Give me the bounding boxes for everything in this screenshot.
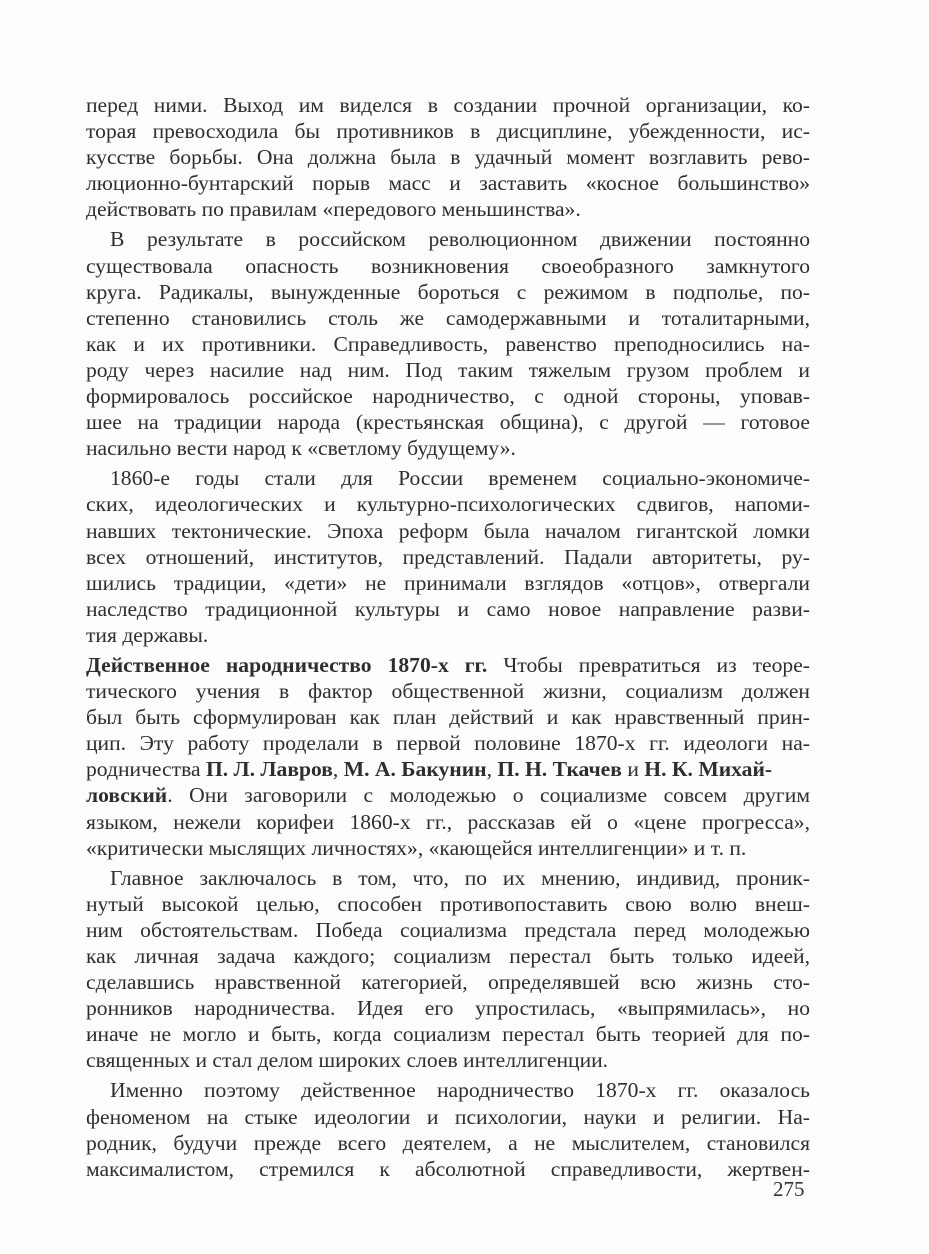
text-line [86, 170, 810, 196]
text-line [86, 279, 810, 305]
text-line [86, 704, 810, 730]
page-number: 275 [773, 1177, 805, 1201]
paragraph [86, 92, 810, 222]
text-run: перед ними. Выход им виделся в создании прочной организации, ко- [86, 93, 810, 117]
text-run: Именно поэтому действенное народничество 1870-х гг. оказалось [110, 1078, 810, 1103]
bold-text: Н. К. Михай- [644, 757, 773, 782]
text-run: цип. Эту работу проделали в первой половине 1870-х гг. идеологи на- [86, 731, 810, 756]
text-line [86, 1130, 810, 1156]
text-line [86, 1047, 810, 1073]
text-run: родник, будучи прежде всего деятелем, а не мыслителем, становился [86, 1130, 810, 1155]
paragraph [86, 652, 810, 861]
text-line [86, 1156, 810, 1182]
text-line [86, 809, 810, 835]
text-line [86, 465, 810, 491]
text-run: шее на традиции народа (крестьянская община), с другой — готовое [86, 410, 810, 435]
text-run: языком, нежели корифеи 1860-х гг., рассказав ей о «цене прогресса», [86, 809, 810, 834]
text-run: как и их противники. Справедливость, равенство преподносились на- [86, 331, 810, 356]
text-line [86, 118, 810, 144]
text-run: шились традиции, «дети» не принимали взглядов «отцов», отвергали [86, 570, 810, 595]
text-run: максималистом, стремился к абсолютной справедливости, жертвен- [86, 1156, 810, 1181]
text-line [86, 730, 810, 756]
paragraph [86, 465, 810, 648]
text-run: , [332, 757, 344, 782]
text-run: сделавшись нравственной категорией, определявшей всю жизнь сто- [86, 970, 810, 995]
text-line [86, 652, 810, 678]
bold-text: П. Н. Ткачев [497, 757, 622, 782]
paragraph [86, 226, 810, 461]
text-line [86, 969, 810, 995]
text-line [86, 253, 810, 279]
text-line [86, 570, 810, 596]
text-line [86, 891, 810, 917]
text-run: нутый высокой целью, способен противопоставить свою волю внеш- [86, 891, 810, 916]
text-line [86, 995, 810, 1021]
text-run: 1860-е годы стали для России временем социально-экономиче- [110, 466, 810, 491]
bold-text: Действенное народничество 1870-х гг. [86, 652, 488, 677]
text-run: . Они заговорили с молодежью о социализме совсем другим [167, 783, 810, 808]
text-run: тия державы. [86, 622, 209, 647]
text-line [86, 226, 810, 252]
text-line [86, 782, 810, 808]
text-run: родничества [86, 757, 206, 782]
text-run: тического учения в фактор общественной жизни, социализм должен [86, 679, 810, 704]
text-line [86, 1077, 810, 1103]
text-line [86, 305, 810, 331]
text-run: как личная задача каждого; социализм перестал быть только идеей, [86, 944, 810, 968]
text-line [86, 409, 810, 435]
text-run: В результате в российском революционном движении постоянно [110, 227, 810, 252]
text-line [86, 678, 810, 704]
text-run: степенно становились столь же самодержавными и тоталитарными, [86, 305, 810, 330]
text-run: «критически мыслящих личностях», «кающейся интеллигенции» и т. п. [86, 835, 747, 860]
text-run: был быть сформулирован как план действий и как нравственный прин- [86, 705, 810, 730]
text-run: наследство традиционной культуры и само новое направление разви- [86, 596, 810, 621]
text-run: феноменом на стыке идеологии и психологии, науки и религии. На- [86, 1104, 810, 1129]
text-line [86, 435, 810, 461]
text-line [86, 943, 810, 969]
text-run: священных и стал делом широких слоев интеллигенции. [86, 1048, 609, 1073]
text-line [86, 92, 810, 118]
text-run: Главное заключалось в том, что, по их мнению, индивид, проник- [110, 865, 810, 890]
text-run: навших тектонические. Эпоха реформ была началом гигантской ломки [86, 518, 810, 543]
text-run: люционно-бунтарский порыв масс и заставить «косное большинство» [86, 171, 810, 196]
text-run: всех отношений, институтов, представлений. Падали авторитеты, ру- [86, 544, 810, 569]
bold-text: М. А. Бакунин [343, 757, 487, 782]
text-run: ронников народничества. Идея его упростилась, «выпрямилась», но [86, 996, 810, 1021]
body-text [86, 92, 810, 1186]
text-line [86, 144, 810, 170]
text-line [86, 596, 810, 622]
text-line [86, 331, 810, 357]
text-run: Чтобы превратиться из теоре- [487, 652, 810, 677]
text-line [86, 865, 810, 891]
text-run: ских, идеологических и культурно-психологических сдвигов, напоми- [86, 492, 810, 517]
text-line [86, 544, 810, 570]
text-line [86, 383, 810, 409]
text-run: торая превосходила бы противников в дисциплине, убежденности, ис- [86, 119, 810, 144]
paragraph [86, 865, 810, 1074]
text-line [86, 756, 810, 782]
text-line [86, 518, 810, 544]
text-run: и [621, 757, 645, 782]
text-run: существовала опасность возникновения своеобразного замкнутого [86, 253, 810, 278]
text-run: насильно вести народ к «светлому будущему». [86, 436, 516, 461]
text-run: действовать по правилам «передового меньшинства». [86, 197, 581, 222]
paragraph [86, 1077, 810, 1181]
text-line [86, 491, 810, 517]
text-line [86, 835, 810, 861]
text-run: роду через насилие над ним. Под таким тяжелым грузом проблем и [86, 357, 810, 382]
text-run: , [486, 757, 498, 782]
text-run: ним обстоятельствам. Победа социализма предстала перед молодежью [86, 917, 810, 942]
text-line [86, 917, 810, 943]
text-run: формировалось российское народничество, с одной стороны, уповав- [86, 384, 810, 409]
text-line [86, 1021, 810, 1047]
bold-text: П. Л. Лавров [205, 757, 333, 782]
bold-text: ловский [86, 783, 168, 808]
text-line [86, 1104, 810, 1130]
text-run: иначе не могло и быть, когда социализм перестал быть теорией для по- [86, 1022, 810, 1047]
text-line [86, 357, 810, 383]
text-line [86, 196, 810, 222]
text-run: кусстве борьбы. Она должна была в удачный момент возглавить рево- [86, 145, 810, 170]
text-line [86, 622, 810, 648]
text-run: круга. Радикалы, вынужденные бороться с режимом в подполье, по- [86, 279, 810, 304]
